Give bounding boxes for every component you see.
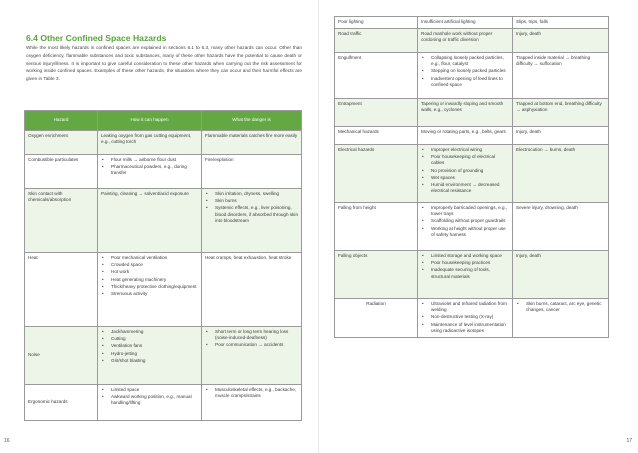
hazard-cell: Falling from height (335, 203, 418, 251)
how-cell-list (421, 253, 509, 280)
table-row (335, 17, 609, 29)
page-number-right: 17 (626, 438, 632, 444)
list-item: • Stepping on loosely packed particles (421, 68, 509, 74)
list-item: • Hot work (101, 269, 198, 275)
danger-cell-list (516, 301, 605, 313)
danger-cell (202, 327, 302, 385)
how-cell: Leaking oxygen from gas cutting equipment, e.g., cutting torch (98, 131, 202, 155)
list-item: • Strenuous activity (101, 291, 198, 297)
hazard-cell: Noise (25, 327, 98, 385)
hazards-table-left (24, 110, 302, 421)
table-header-row (25, 111, 302, 131)
danger-cell: Electrocution → burns, death (513, 145, 609, 203)
hazard-cell: Ergonomic hazards (25, 385, 98, 421)
table-row (25, 189, 302, 253)
how-cell-list (421, 205, 509, 238)
how-cell: Road manhole work without proper cordoning or traffic diversion (418, 29, 513, 53)
hazard-cell: Poor lighting (335, 17, 418, 29)
list-item: • Working at height without proper use of safety harness (421, 226, 509, 238)
danger-cell-list (205, 329, 298, 349)
how-cell (418, 145, 513, 203)
list-item: • Scaffolding without proper guardrails (421, 218, 509, 224)
list-item: • Improperly barricaded openings, e.g., tower trays (421, 205, 509, 217)
list-item: • Systemic effects, e.g., liver poisoning, blood disorders, if absorbed through skin into bloodstream (205, 205, 298, 224)
how-cell: Painting, cleaning → solvent/acid exposure (98, 189, 202, 253)
how-cell (98, 327, 202, 385)
table-row (335, 251, 609, 299)
list-item: • Pharmaceutical powders, e.g., during transfer (101, 164, 198, 176)
table-row (335, 203, 609, 251)
right-page (319, 0, 638, 453)
how-cell: Insufficient artificial lighting (418, 17, 513, 29)
hazard-cell: Entrapment (335, 99, 418, 127)
list-item: • Heat generating machinery (101, 277, 198, 283)
table-row (335, 99, 609, 127)
hazard-cell: Skin contact with chemicals/absorption (25, 189, 98, 253)
danger-cell: Flammable materials catches fire more easily (202, 131, 302, 155)
danger-cell: Trapped at bottom end, breathing difficulty → asphyxiation (513, 99, 609, 127)
danger-cell: Injury, death (513, 29, 609, 53)
hazard-cell: Mechanical hazards (335, 127, 418, 145)
how-cell (418, 53, 513, 99)
danger-cell (513, 299, 609, 338)
danger-cell: Injury, death (513, 127, 609, 145)
intro-paragraph: While the most likely hazards in confined spaces are explained in sections 6.1 to 6.3, many other hazards can occur. Other than oxygen deficiency, flammable substances and toxic substances, many of these other hazards have the potential to cause death or serious injury/illness. It is important to give careful consideration to these other hazards when carrying out the risk assessment for working inside confined spaces. Examples of these other hazards, the situations where they can occur and their harmful effects are given in Table 3. (26, 45, 302, 82)
list-item: • Short term or long term hearing loss (noise-induced-deafness) (205, 329, 298, 341)
list-item: • Crowded space (101, 262, 198, 268)
list-item: • Poor mechanical ventilation (101, 255, 198, 261)
hazard-cell: Road traffic (335, 29, 418, 53)
table-row (25, 385, 302, 421)
how-cell-list (421, 147, 509, 194)
list-item: • Ultraviolet and Infrared radiation from welding (421, 301, 509, 313)
list-item: • Skin burns, cataract, arc eye, genetic changes, cancer (516, 301, 605, 313)
list-item: • Musculoskeletal effects, e.g., backache, muscle cramps/strains (205, 387, 298, 399)
how-cell (98, 155, 202, 189)
table-row (25, 131, 302, 155)
how-cell-list (101, 255, 198, 297)
list-item: • Limited space (101, 387, 198, 393)
table-row (25, 155, 302, 189)
how-cell-list (421, 55, 509, 88)
list-item: • Improper electrical wiring (421, 147, 509, 153)
danger-cell: Injury, death (513, 251, 609, 299)
how-cell (98, 385, 202, 421)
hazard-cell: Radiation (335, 299, 418, 338)
page-number-left: 16 (4, 438, 10, 444)
danger-cell: Trapped inside material → breathing difficulty → suffocation (513, 53, 609, 99)
list-item: • Limited storage and working space (421, 253, 509, 259)
danger-cell: Fire/explosion (202, 155, 302, 189)
hazard-cell: Heat (25, 253, 98, 327)
list-item: • Humid environment → decreased electrical resistance (421, 182, 509, 194)
how-cell-list (101, 329, 198, 364)
hazard-cell: Engulfment (335, 53, 418, 99)
hazard-cell: Electrical hazards (335, 145, 418, 203)
list-item: • Flour mills → airborne flour dust (101, 157, 198, 163)
how-cell (418, 299, 513, 338)
list-item: • Grit/shot blasting (101, 358, 198, 364)
list-item: • Cutting (101, 336, 198, 342)
table-row (335, 127, 609, 145)
how-cell-list (101, 157, 198, 177)
table-row (335, 299, 609, 338)
table-row (335, 145, 609, 203)
list-item: • Collapsing loosely packed particles, e.g., flour, catalyst (421, 55, 509, 67)
header-hazard: Hazard (25, 111, 98, 131)
danger-cell: Slips, trips, falls (513, 17, 609, 29)
list-item: • Ventilation fans (101, 343, 198, 349)
table-row (25, 253, 302, 327)
header-danger: What the danger is (202, 111, 302, 131)
how-cell: Moving or rotating parts, e.g., belts, gears (418, 127, 513, 145)
danger-cell (202, 385, 302, 421)
hazard-cell: Combustible particulates (25, 155, 98, 189)
how-cell: Tapering or inwardly sloping and smooth walls, e.g., cyclones (418, 99, 513, 127)
list-item: • Jackhammering (101, 329, 198, 335)
list-item: • Skin burns (205, 198, 298, 204)
list-item: • No provision of grounding (421, 168, 509, 174)
danger-cell-list (205, 191, 298, 224)
how-cell-list (421, 301, 509, 334)
list-item: • Hydro-jetting (101, 351, 198, 357)
how-cell (98, 253, 202, 327)
danger-cell (202, 189, 302, 253)
list-item: • Wet spaces (421, 175, 509, 181)
table-row (335, 29, 609, 53)
table-row (25, 327, 302, 385)
danger-cell-list (205, 387, 298, 399)
section-title: 6.4 Other Confined Space Hazards (26, 33, 167, 43)
list-item: • Awkward working position, e.g., manual handling/lifting (101, 394, 198, 406)
list-item: • Maintenance of level instrumentation using radioactive isotopes (421, 322, 509, 334)
list-item: • Skin irritation, dryness, swelling (205, 191, 298, 197)
how-cell (418, 203, 513, 251)
list-item: • Non-destructive testing (X-ray) (421, 314, 509, 320)
how-cell-list (101, 387, 198, 407)
header-how: How it can happen (98, 111, 202, 131)
list-item: • Poor housekeeping of electrical cables (421, 154, 509, 166)
hazard-cell: Falling objects (335, 251, 418, 299)
hazard-cell: Oxygen enrichment (25, 131, 98, 155)
hazards-table-right (334, 16, 609, 338)
danger-cell: Severe injury, drowning, death (513, 203, 609, 251)
danger-cell: Heat cramps, heat exhaustion, heat stroke (202, 253, 302, 327)
list-item: • Poor communication → accidents (205, 342, 298, 348)
list-item: • Thick/heavy protective clothing/equipment (101, 284, 198, 290)
list-item: • Poor housekeeping practices (421, 260, 509, 266)
list-item: • Inadvertent opening of feed lines to confined space (421, 76, 509, 88)
table-row (335, 53, 609, 99)
how-cell (418, 251, 513, 299)
list-item: • Inadequate securing of tools, structural materials (421, 267, 509, 279)
